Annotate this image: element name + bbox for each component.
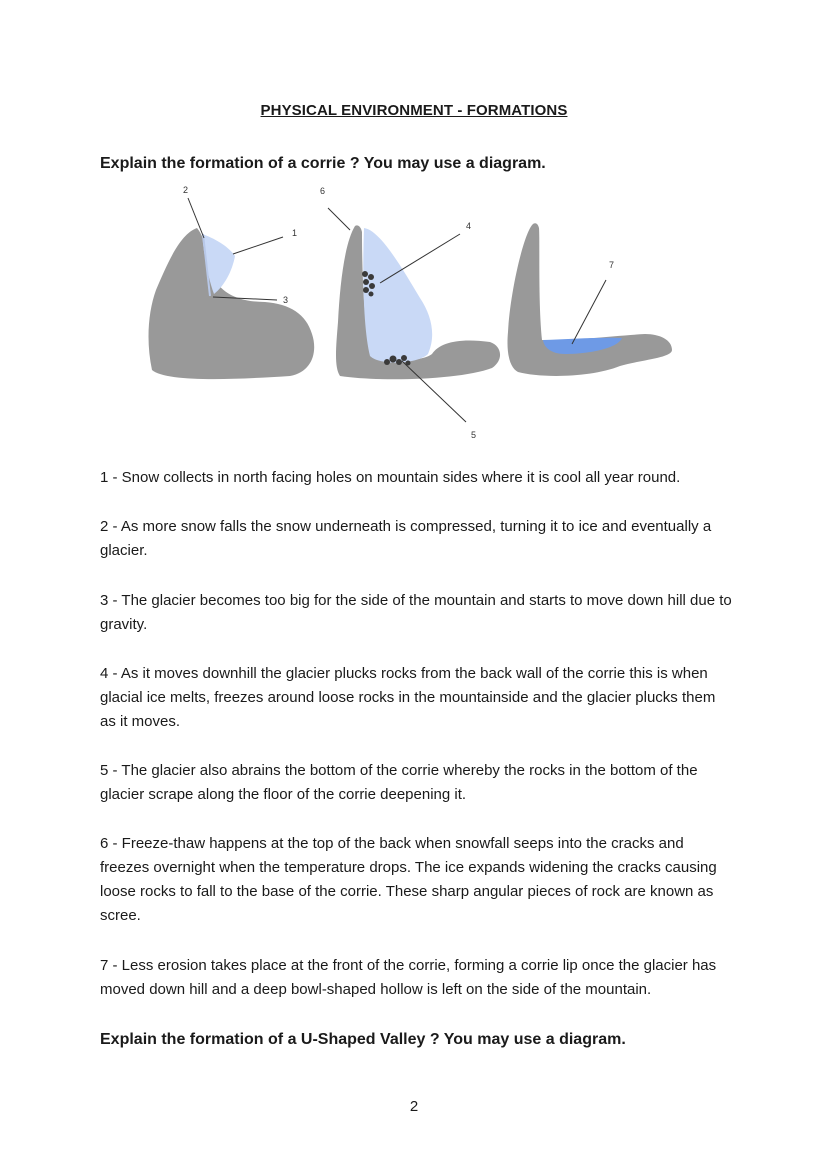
corrie-formation-diagram — [140, 182, 690, 444]
scree-rock — [390, 356, 397, 363]
corrie-step-2-paragraph: 2 - As more snow falls the snow underneath is compressed, turning it to ice and eventually a glacier. — [100, 518, 712, 559]
page-number: 2 — [409, 1098, 419, 1115]
corrie-stage-1 — [149, 185, 315, 379]
plucked-rock — [369, 283, 375, 289]
corrie-stage-3 — [507, 223, 672, 376]
plucked-rock — [362, 271, 368, 277]
diagram-label-1: 1 — [292, 228, 298, 238]
diagram-label-2: 2 — [183, 185, 189, 195]
plucked-rock — [363, 287, 369, 293]
corrie-question-heading: Explain the formation of a corrie ? You may use a diagram. — [100, 155, 546, 172]
scree-rock — [396, 359, 402, 365]
diagram-label-5: 5 — [471, 430, 477, 440]
leader-line-6 — [328, 208, 350, 230]
diagram-label-4: 4 — [466, 221, 472, 231]
glacier-ice-stage-2 — [363, 228, 432, 363]
scree-rock — [401, 355, 407, 361]
plucked-rock — [368, 274, 374, 280]
diagram-label-6: 6 — [320, 186, 326, 196]
scree-rock — [384, 359, 390, 365]
plucked-rock — [369, 292, 374, 297]
page-title: PHYSICAL ENVIRONMENT - FORMATIONS — [260, 102, 568, 119]
leader-line-1 — [233, 237, 283, 254]
mountain-rock-stage-1 — [149, 228, 315, 379]
diagram-label-3: 3 — [283, 295, 289, 305]
corrie-step-1-paragraph: 1 - Snow collects in north facing holes on mountain sides where it is cool all year round. — [100, 469, 681, 486]
corrie-stage-2 — [320, 186, 500, 440]
corrie-step-3-paragraph: 3 - The glacier becomes too big for the side of the mountain and starts to move down hill due to gravity. — [100, 592, 732, 633]
corrie-step-7-paragraph: 7 - Less erosion takes place at the front of the corrie, forming a corrie lip once the glacier has moved down hill and a deep bowl-shaped hollow is left on the side of the mountain. — [100, 957, 717, 998]
diagram-label-7: 7 — [609, 260, 615, 270]
leader-line-7 — [572, 280, 606, 344]
u-shaped-valley-question-heading: Explain the formation of a U-Shaped Valley ? You may use a diagram. — [100, 1031, 626, 1048]
corrie-step-6-paragraph: 6 - Freeze-thaw happens at the top of the back when snowfall seeps into the cracks and freezes overnight when the temperature drops. The ice expands widening the cracks causing loose rocks to fall to the base of the corrie. These sharp angular pieces of rock are known as scree. — [100, 835, 717, 924]
corrie-step-5-paragraph: 5 - The glacier also abrains the bottom of the corrie whereby the rocks in the bottom of the glacier scrape along the floor of the corrie deepening it. — [100, 762, 698, 803]
corrie-step-4-paragraph: 4 - As it moves downhill the glacier plucks rocks from the back wall of the corrie this is when glacial ice melts, freezes around loose rocks in the mountainside and the glacier plucks them as it moves. — [100, 665, 716, 730]
plucked-rock — [363, 279, 369, 285]
mountain-rock-stage-3 — [507, 223, 672, 376]
